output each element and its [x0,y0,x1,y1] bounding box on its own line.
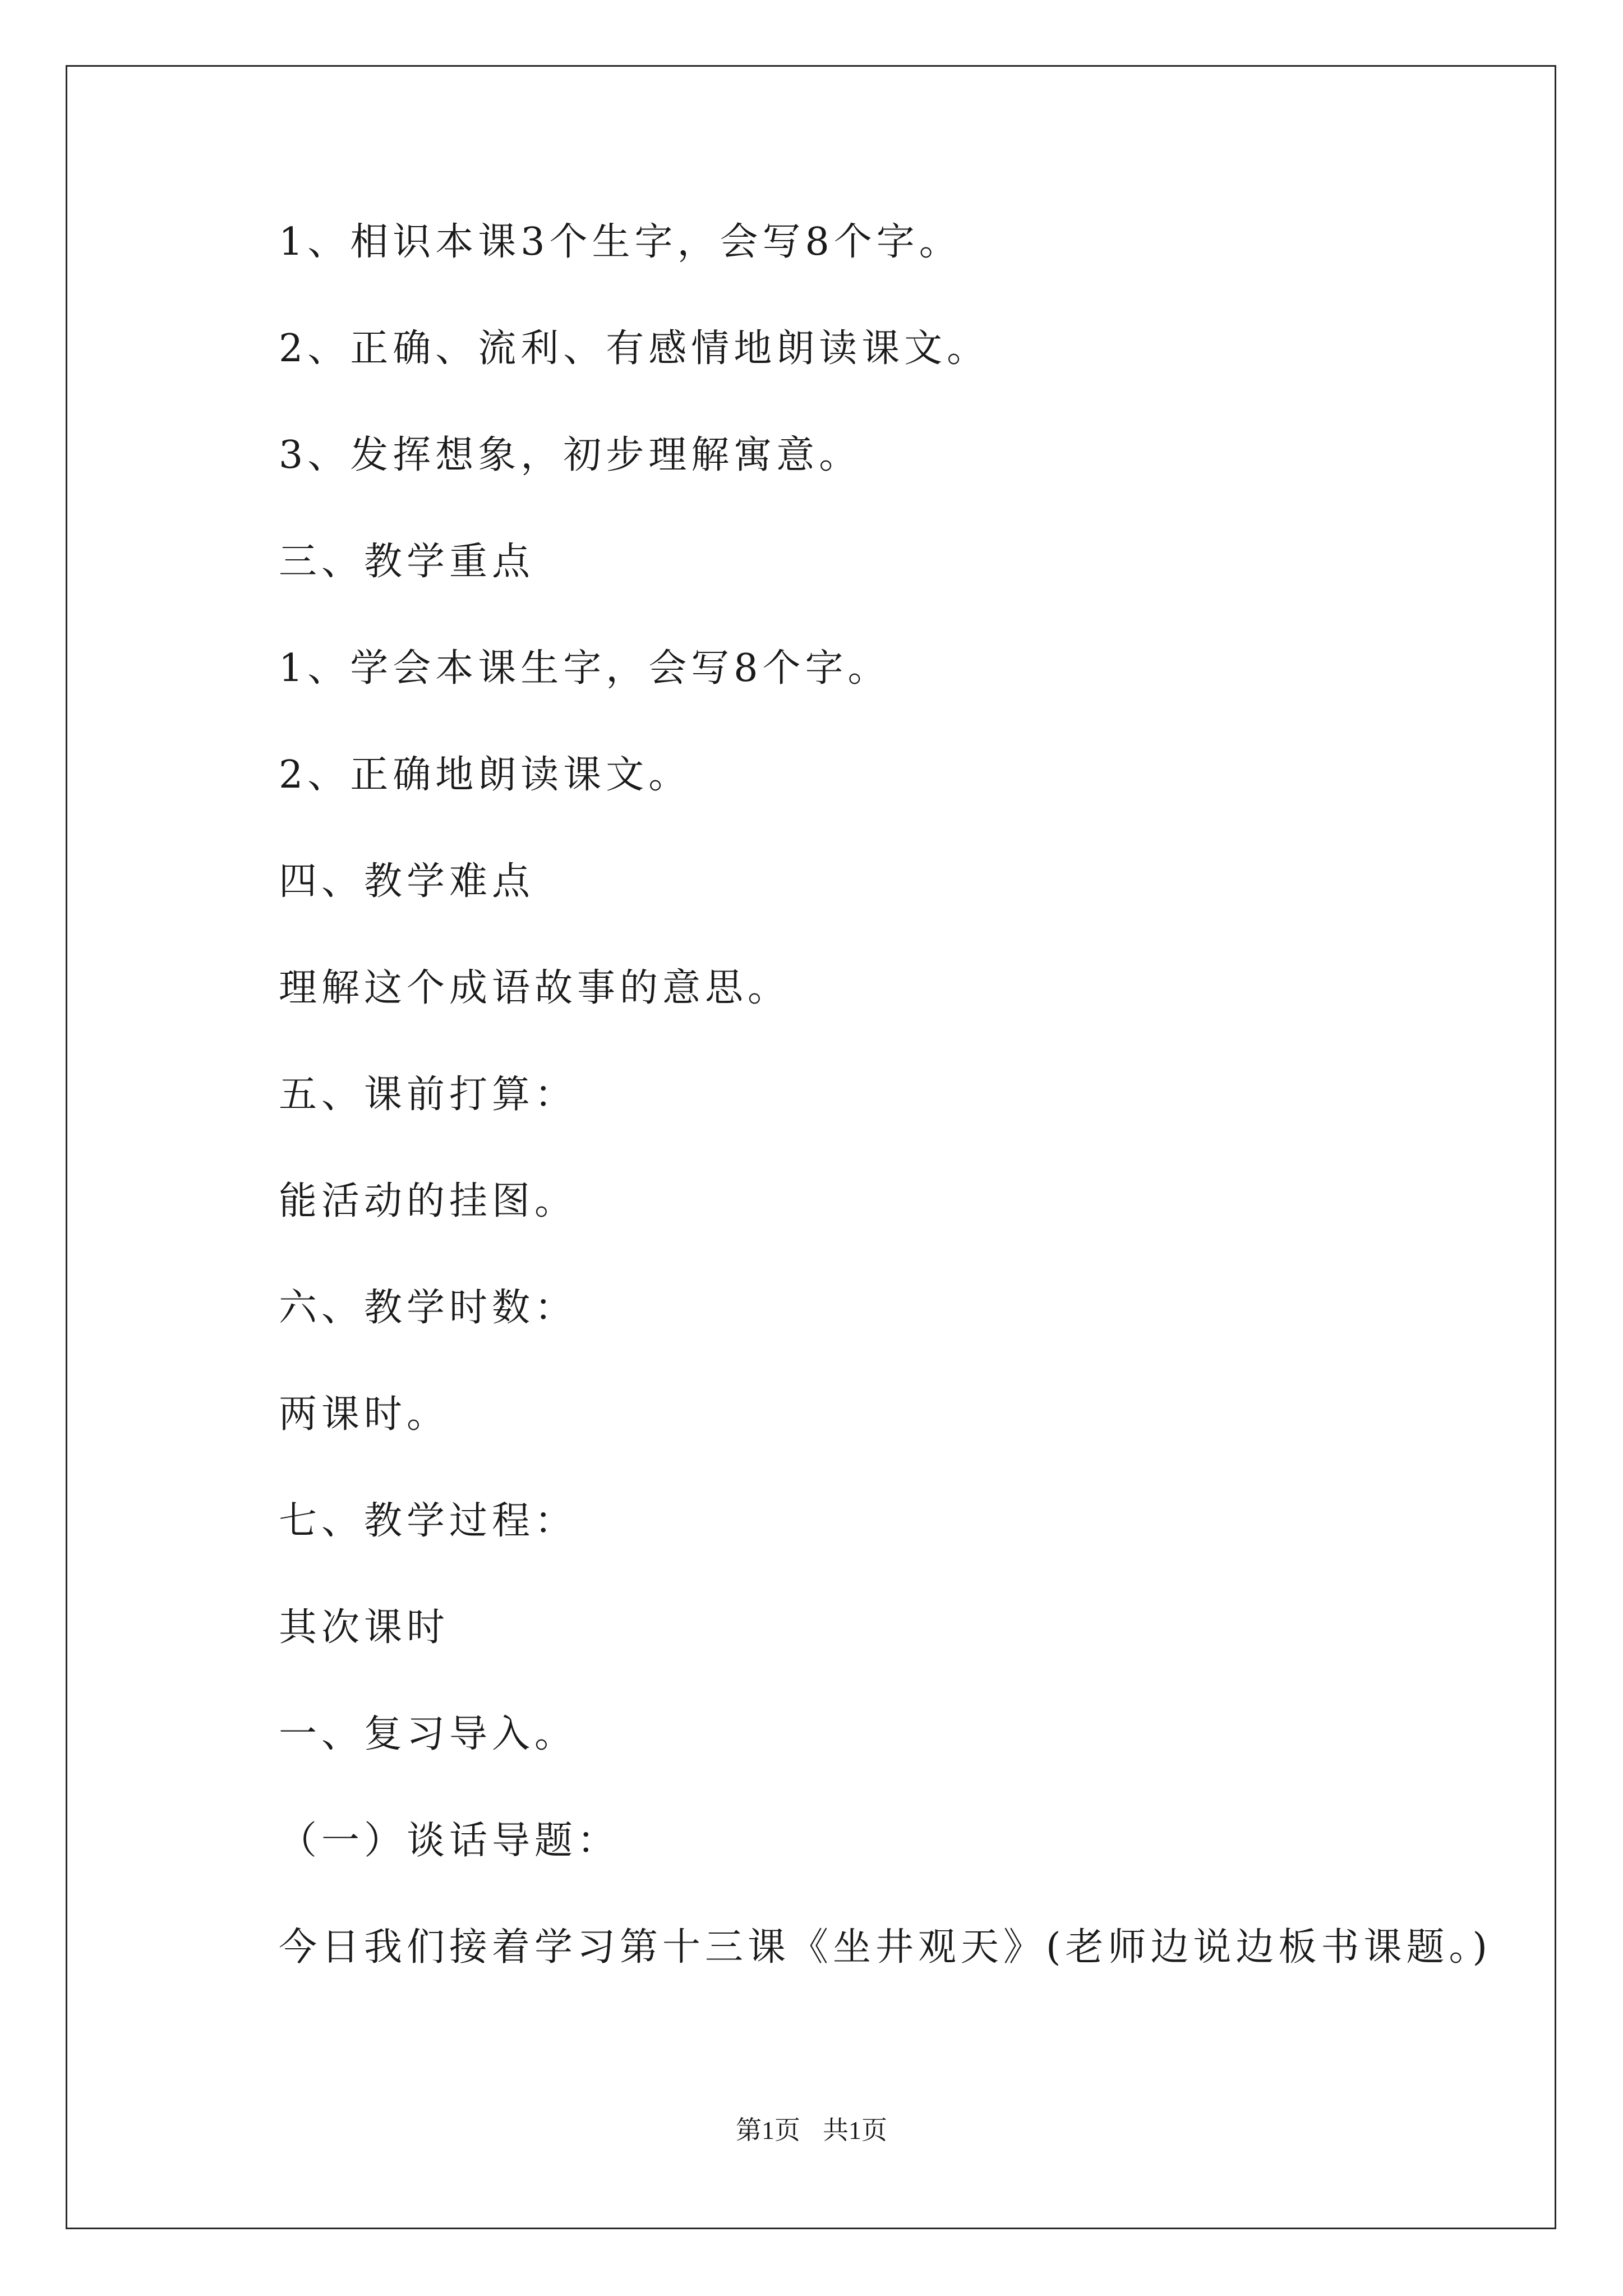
second-lesson-label: 其次课时 [279,1605,450,1650]
objective-3: 3、发挥想象，初步理解寓意。 [279,433,862,477]
focus-2: 2、正确地朗读课文。 [279,753,691,797]
lesson-intro-text: 今日我们接着学习第十三课《坐井观天》(老师边说边板书课题。) [279,1925,1492,1970]
heading-review: 一、复习导入。 [279,1712,578,1756]
heading-preparation: 五、课前打算： [279,1073,578,1117]
heading-class-hours: 六、教学时数： [279,1286,578,1330]
difficulty-text: 理解这个成语故事的意思。 [279,966,791,1010]
heading-teaching-focus: 三、教学重点 [279,540,535,584]
class-hours-text: 两课时。 [279,1392,450,1437]
heading-teaching-difficulty: 四、教学难点 [279,859,535,904]
focus-1: 1、学会本课生字，会写8个字。 [279,646,891,691]
preparation-text: 能活动的挂图。 [279,1179,578,1223]
objective-2: 2、正确、流利、有感情地朗读课文。 [279,326,990,371]
heading-teaching-process: 七、教学过程： [279,1499,578,1543]
page-total: 共1页 [823,2116,887,2145]
page-footer [0,2115,1623,2146]
subheading-talk: （一）谈话导题： [279,1819,620,1863]
document-body [279,220,1513,2032]
objective-1: 1、相识本课3个生字，会写8个字。 [279,220,962,264]
page-number: 第1页 [736,2116,800,2145]
